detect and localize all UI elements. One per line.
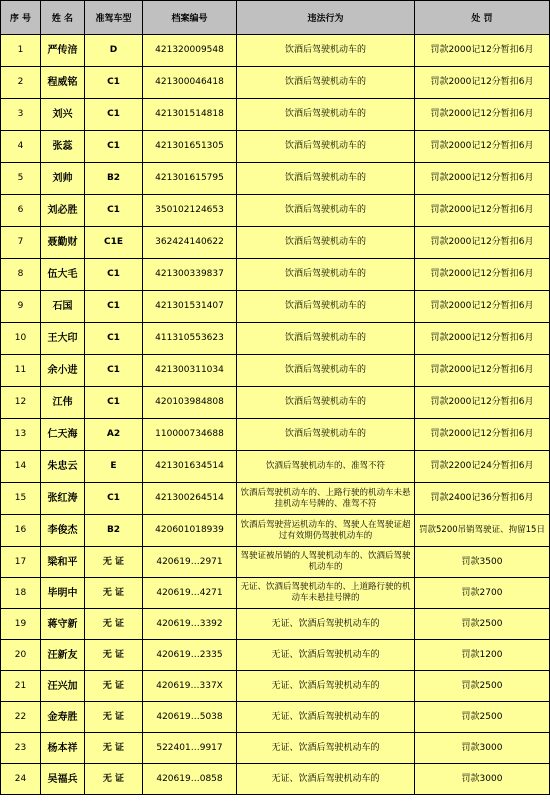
row-file-number: 420619…4271 <box>143 578 237 609</box>
table-row <box>1 227 550 259</box>
row-no: 21 <box>1 671 41 702</box>
row-offense: 饮酒后驾驶机动车的 <box>237 35 415 67</box>
row-name: 仁天海 <box>41 419 85 451</box>
table-row <box>1 640 550 671</box>
row-name: 杨本祥 <box>41 733 85 764</box>
row-license-class: C1 <box>85 387 143 419</box>
row-penalty: 罚款2000记12分暂扣6月 <box>415 227 550 259</box>
row-offense: 无证、饮酒后驾驶机动车的 <box>237 702 415 733</box>
row-license-class: C1 <box>85 259 143 291</box>
row-license-class: B2 <box>85 515 143 547</box>
row-license-class: 无 证 <box>85 547 143 578</box>
row-penalty: 罚款2000记12分暂扣6月 <box>415 99 550 131</box>
row-name: 石国 <box>41 291 85 323</box>
row-offense: 饮酒后驾驶机动车的 <box>237 195 415 227</box>
row-no: 13 <box>1 419 41 451</box>
row-penalty: 罚款2200记24分暂扣6月 <box>415 451 550 483</box>
header-penalty: 处 罚 <box>415 1 550 35</box>
row-penalty: 罚款3000 <box>415 764 550 795</box>
row-offense: 饮酒后驾驶机动车的 <box>237 131 415 163</box>
table-row <box>1 99 550 131</box>
row-no: 5 <box>1 163 41 195</box>
row-license-class: 无 证 <box>85 578 143 609</box>
row-penalty: 罚款2000记12分暂扣6月 <box>415 419 550 451</box>
row-no: 23 <box>1 733 41 764</box>
row-file-number: 420619…0858 <box>143 764 237 795</box>
table-row <box>1 733 550 764</box>
row-no: 2 <box>1 67 41 99</box>
row-no: 11 <box>1 355 41 387</box>
row-name: 王大印 <box>41 323 85 355</box>
row-no: 9 <box>1 291 41 323</box>
row-no: 7 <box>1 227 41 259</box>
row-offense: 饮酒后驾驶营运机动车的、驾驶人在驾驶证超过有效期仍驾驶机动车的 <box>237 515 415 547</box>
row-offense: 无证、饮酒后驾驶机动车的 <box>237 764 415 795</box>
row-name: 朱忠云 <box>41 451 85 483</box>
row-penalty: 罚款1200 <box>415 640 550 671</box>
row-file-number: 411310553623 <box>143 323 237 355</box>
row-penalty: 罚款2000记12分暂扣6月 <box>415 131 550 163</box>
row-offense: 饮酒后驾驶机动车的 <box>237 227 415 259</box>
table-row <box>1 578 550 609</box>
header-name: 姓 名 <box>41 1 85 35</box>
row-license-class: C1E <box>85 227 143 259</box>
row-file-number: 421301615795 <box>143 163 237 195</box>
row-license-class: C1 <box>85 291 143 323</box>
row-file-number: 420619…3392 <box>143 609 237 640</box>
row-name: 毕明中 <box>41 578 85 609</box>
table-row <box>1 451 550 483</box>
table-row <box>1 483 550 515</box>
row-offense: 无证、饮酒后驾驶机动车的 <box>237 640 415 671</box>
table-row <box>1 419 550 451</box>
row-license-class: C1 <box>85 131 143 163</box>
row-license-class: D <box>85 35 143 67</box>
row-offense: 无证、饮酒后驾驶机动车的 <box>237 671 415 702</box>
row-file-number: 421301531407 <box>143 291 237 323</box>
row-license-class: C1 <box>85 99 143 131</box>
row-offense: 饮酒后驾驶机动车的 <box>237 323 415 355</box>
row-no: 20 <box>1 640 41 671</box>
table-row <box>1 764 550 795</box>
row-file-number: 420601018939 <box>143 515 237 547</box>
row-name: 程威铭 <box>41 67 85 99</box>
row-offense: 无证、饮酒后驾驶机动车的 <box>237 733 415 764</box>
row-license-class: C1 <box>85 323 143 355</box>
row-file-number: 421300046418 <box>143 67 237 99</box>
table-row <box>1 355 550 387</box>
row-no: 6 <box>1 195 41 227</box>
row-no: 15 <box>1 483 41 515</box>
row-name: 余小进 <box>41 355 85 387</box>
row-file-number: 362424140622 <box>143 227 237 259</box>
table-row <box>1 609 550 640</box>
row-no: 3 <box>1 99 41 131</box>
row-file-number: 421300311034 <box>143 355 237 387</box>
row-name: 金寿胜 <box>41 702 85 733</box>
row-penalty: 罚款2500 <box>415 671 550 702</box>
table-row <box>1 67 550 99</box>
row-offense: 饮酒后驾驶机动车的 <box>237 67 415 99</box>
row-file-number: 420619…2335 <box>143 640 237 671</box>
row-file-number: 421320009548 <box>143 35 237 67</box>
row-penalty: 罚款2000记12分暂扣6月 <box>415 387 550 419</box>
row-file-number: 421300339837 <box>143 259 237 291</box>
table-row <box>1 515 550 547</box>
header-file-number: 档案编号 <box>143 1 237 35</box>
table-row <box>1 131 550 163</box>
row-name: 蒋守新 <box>41 609 85 640</box>
table-row <box>1 671 550 702</box>
table-row <box>1 291 550 323</box>
row-file-number: 420619…2971 <box>143 547 237 578</box>
row-offense: 无证、饮酒后驾驶机动车的 <box>237 609 415 640</box>
row-offense: 驾驶证被吊销的人驾驶机动车的、饮酒后驾驶机动车的 <box>237 547 415 578</box>
table-row <box>1 702 550 733</box>
row-penalty: 罚款2000记12分暂扣6月 <box>415 35 550 67</box>
row-no: 24 <box>1 764 41 795</box>
table-header-row <box>1 1 550 35</box>
row-penalty: 罚款3500 <box>415 547 550 578</box>
table-row <box>1 547 550 578</box>
row-offense: 无证、饮酒后驾驶机动车的、上道路行驶的机动车未悬挂号牌的 <box>237 578 415 609</box>
row-license-class: 无 证 <box>85 733 143 764</box>
row-license-class: 无 证 <box>85 702 143 733</box>
row-penalty: 罚款2500 <box>415 609 550 640</box>
row-license-class: 无 证 <box>85 671 143 702</box>
table-row <box>1 35 550 67</box>
row-no: 17 <box>1 547 41 578</box>
row-penalty: 罚款2500 <box>415 702 550 733</box>
table-row <box>1 259 550 291</box>
row-file-number: 350102124653 <box>143 195 237 227</box>
row-name: 吴福兵 <box>41 764 85 795</box>
table-row <box>1 163 550 195</box>
row-license-class: E <box>85 451 143 483</box>
row-name: 刘必胜 <box>41 195 85 227</box>
row-name: 张蕊 <box>41 131 85 163</box>
row-license-class: 无 证 <box>85 764 143 795</box>
row-file-number: 110000734688 <box>143 419 237 451</box>
row-license-class: 无 证 <box>85 640 143 671</box>
row-license-class: C1 <box>85 483 143 515</box>
row-penalty: 罚款2000记12分暂扣6月 <box>415 67 550 99</box>
row-name: 梁和平 <box>41 547 85 578</box>
row-file-number: 421300264514 <box>143 483 237 515</box>
row-no: 18 <box>1 578 41 609</box>
table-row <box>1 195 550 227</box>
row-name: 伍大毛 <box>41 259 85 291</box>
row-penalty: 罚款2400记36分暂扣6月 <box>415 483 550 515</box>
row-name: 张红涛 <box>41 483 85 515</box>
row-offense: 饮酒后驾驶机动车的 <box>237 387 415 419</box>
row-file-number: 421301634514 <box>143 451 237 483</box>
row-no: 1 <box>1 35 41 67</box>
row-file-number: 421301514818 <box>143 99 237 131</box>
row-file-number: 420103984808 <box>143 387 237 419</box>
row-file-number: 420619…5038 <box>143 702 237 733</box>
header-license-class: 准驾车型 <box>85 1 143 35</box>
row-name: 刘兴 <box>41 99 85 131</box>
row-name: 刘帅 <box>41 163 85 195</box>
row-offense: 饮酒后驾驶机动车的 <box>237 163 415 195</box>
row-no: 16 <box>1 515 41 547</box>
row-license-class: C1 <box>85 67 143 99</box>
row-no: 12 <box>1 387 41 419</box>
row-name: 汪新友 <box>41 640 85 671</box>
row-penalty: 罚款2000记12分暂扣6月 <box>415 355 550 387</box>
row-name: 江伟 <box>41 387 85 419</box>
row-penalty: 罚款2000记12分暂扣6月 <box>415 323 550 355</box>
row-no: 8 <box>1 259 41 291</box>
row-name: 汪兴加 <box>41 671 85 702</box>
row-no: 19 <box>1 609 41 640</box>
row-file-number: 420619…337X <box>143 671 237 702</box>
header-no: 序 号 <box>1 1 41 35</box>
row-penalty: 罚款2700 <box>415 578 550 609</box>
row-offense: 饮酒后驾驶机动车的、准驾不符 <box>237 451 415 483</box>
row-no: 22 <box>1 702 41 733</box>
row-offense: 饮酒后驾驶机动车的 <box>237 419 415 451</box>
row-name: 聂勤财 <box>41 227 85 259</box>
row-offense: 饮酒后驾驶机动车的 <box>237 259 415 291</box>
row-file-number: 522401…9917 <box>143 733 237 764</box>
row-offense: 饮酒后驾驶机动车的、上路行驶的机动车未悬挂机动车号牌的、准驾不符 <box>237 483 415 515</box>
row-penalty: 罚款3000 <box>415 733 550 764</box>
row-license-class: C1 <box>85 355 143 387</box>
row-no: 4 <box>1 131 41 163</box>
row-no: 10 <box>1 323 41 355</box>
row-penalty: 罚款2000记12分暂扣6月 <box>415 195 550 227</box>
table-row <box>1 323 550 355</box>
row-name: 严传涪 <box>41 35 85 67</box>
row-no: 14 <box>1 451 41 483</box>
row-license-class: A2 <box>85 419 143 451</box>
row-file-number: 421301651305 <box>143 131 237 163</box>
row-penalty: 罚款2000记12分暂扣6月 <box>415 163 550 195</box>
header-offense: 违法行为 <box>237 1 415 35</box>
table-row <box>1 387 550 419</box>
row-license-class: 无 证 <box>85 609 143 640</box>
row-name: 李俊杰 <box>41 515 85 547</box>
row-license-class: C1 <box>85 195 143 227</box>
row-offense: 饮酒后驾驶机动车的 <box>237 291 415 323</box>
row-offense: 饮酒后驾驶机动车的 <box>237 355 415 387</box>
row-penalty: 罚款2000记12分暂扣6月 <box>415 291 550 323</box>
row-license-class: B2 <box>85 163 143 195</box>
row-penalty: 罚款2000记12分暂扣6月 <box>415 259 550 291</box>
row-offense: 饮酒后驾驶机动车的 <box>237 99 415 131</box>
row-penalty: 罚款5200吊销驾驶证、拘留15日 <box>415 515 550 547</box>
